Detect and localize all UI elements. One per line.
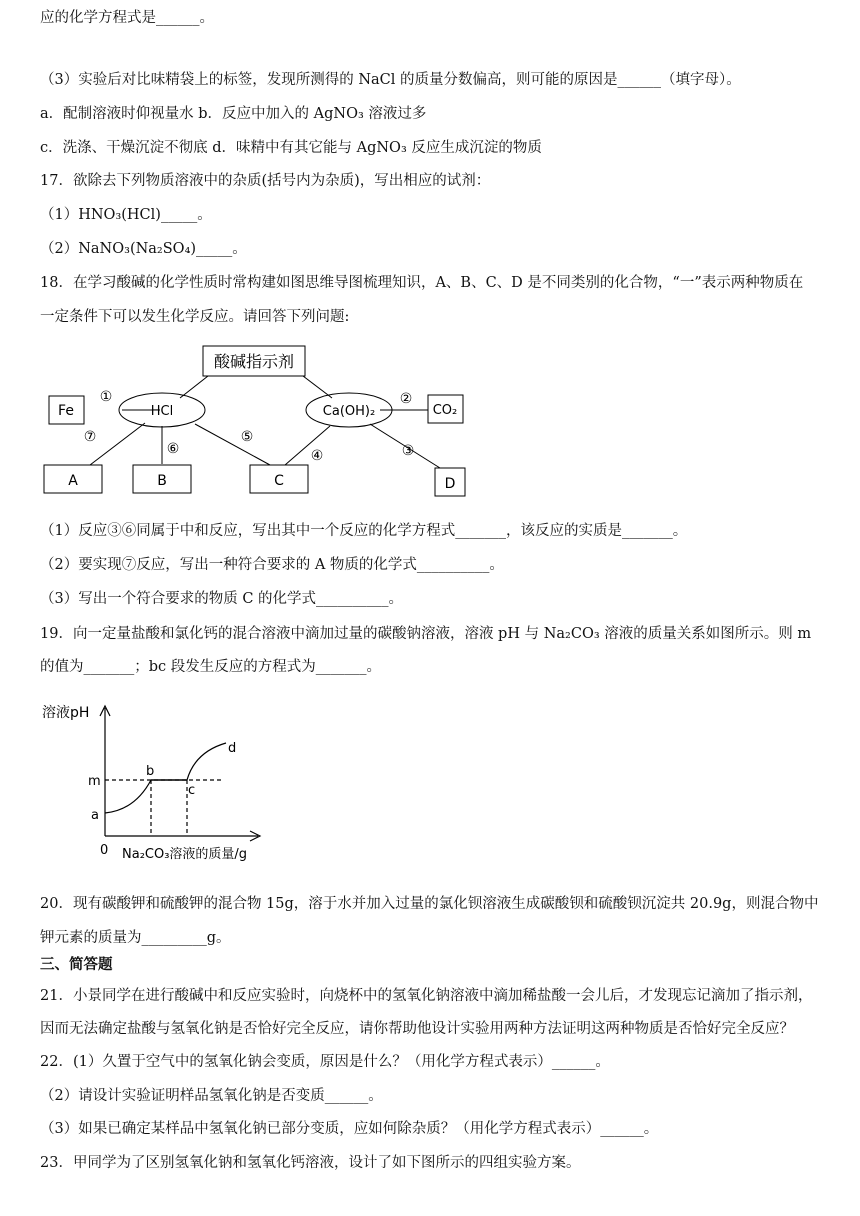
text-line: （3）写出一个符合要求的物质 C 的化学式__________。	[40, 591, 404, 607]
text-line: （2）要实现⑦反应，写出一种符合要求的 A 物质的化学式__________。	[40, 557, 504, 573]
text-line: （3）实验后对比味精袋上的标签，发现所测得的 NaCl 的质量分数偏高，则可能的原因是______（填字母）。	[40, 72, 741, 88]
origin-label: 0	[100, 843, 109, 858]
m-label: m	[88, 774, 101, 789]
reaction-number: ⑥	[166, 441, 180, 457]
question-17: 17．欲除去下列物质溶液中的杂质(括号内为杂质)，写出相应的试剂：	[40, 173, 491, 189]
box-b-label: B	[157, 473, 167, 489]
text-line: （3）如果已确定某样品中氢氧化钠已部分变质，应如何除杂质？（用化学方程式表示）______。	[40, 1121, 659, 1137]
a-label: a	[91, 808, 99, 823]
x-axis-label: Na₂CO₃溶液的质量/g	[122, 847, 248, 862]
text-line: 因而无法确定盐酸与氢氧化钠是否恰好完全反应，请你帮助他设计实验用两种方法证明这两种物质是否恰好完全反应？	[40, 1021, 794, 1037]
question-23: 23．甲同学为了区别氢氧化钠和氢氧化钙溶液，设计了如下图所示的四组实验方案。	[40, 1155, 581, 1171]
question-21: 21．小景同学在进行酸碱中和反应实验时，向烧杯中的氢氧化钠溶液中滴加稀盐酸一会儿后，才发现忘记滴加了指示剂，	[40, 988, 813, 1004]
acid-base-mind-map	[40, 340, 480, 500]
question-22: 22．(1）久置于空气中的氢氧化钠会变质，原因是什么？（用化学方程式表示）______。	[40, 1054, 610, 1070]
c-label: c	[188, 783, 196, 798]
section-heading: 三、简答题	[40, 957, 113, 973]
question-19: 19．向一定量盐酸和氯化钙的混合溶液中滴加过量的碳酸钠溶液，溶液 pH 与 Na₂CO₃ 溶液的质量关系如图所示。则 m	[40, 626, 812, 642]
text-line: 的值为_______；bc 段发生反应的方程式为_______。	[40, 659, 382, 675]
b-label: b	[146, 764, 155, 779]
reaction-number: ⑤	[240, 429, 254, 445]
text-line: （2）请设计实验证明样品氢氧化钠是否变质______。	[40, 1088, 383, 1104]
caoh2-label: Ca(OH)₂	[322, 404, 376, 419]
reaction-number: ④	[310, 448, 324, 464]
hcl-label: HCl	[150, 404, 174, 419]
reaction-number: ②	[399, 391, 413, 407]
question-18: 18．在学习酸碱的化学性质时常构建如图思维导图梳理知识，A、B、C、D 是不同类别的化合物，“一”表示两种物质在	[40, 275, 804, 291]
box-d-label: D	[444, 476, 456, 492]
text-line: c．洗涤、干燥沉淀不彻底 d．味精中有其它能与 AgNO₃ 反应生成沉淀的物质	[40, 140, 542, 156]
co2-label: CO₂	[432, 403, 458, 418]
ph-graph	[40, 698, 280, 868]
question-20: 20．现有碳酸钾和硫酸钾的混合物 15g，溶于水并加入过量的氯化钡溶液生成碳酸钡和硫酸钡沉淀共 20.9g，则混合物中	[40, 896, 819, 912]
box-a-label: A	[68, 473, 78, 489]
reaction-number: ①	[99, 389, 113, 405]
reaction-number: ⑦	[83, 429, 97, 445]
y-axis-label: 溶液pH	[42, 705, 90, 721]
text-line: （2）NaNO₃(Na₂SO₄)_____。	[40, 241, 247, 257]
text-line: 应的化学方程式是______。	[40, 10, 214, 26]
fe-label: Fe	[58, 403, 74, 419]
box-c-label: C	[274, 473, 284, 489]
text-line: a．配制溶液时仰视量水 b．反应中加入的 AgNO₃ 溶液过多	[40, 106, 427, 122]
text-line: （1）反应③⑥同属于中和反应，写出其中一个反应的化学方程式_______，该反应的实质是_______。	[40, 523, 688, 539]
reaction-number: ③	[401, 443, 415, 459]
text-line: 一定条件下可以发生化学反应。请回答下列问题:	[40, 309, 350, 325]
d-label: d	[228, 741, 237, 756]
indicator-label: 酸碱指示剂	[213, 352, 295, 371]
text-line: 钾元素的质量为_________g。	[40, 930, 231, 946]
text-line: （1）HNO₃(HCl)_____。	[40, 207, 212, 223]
